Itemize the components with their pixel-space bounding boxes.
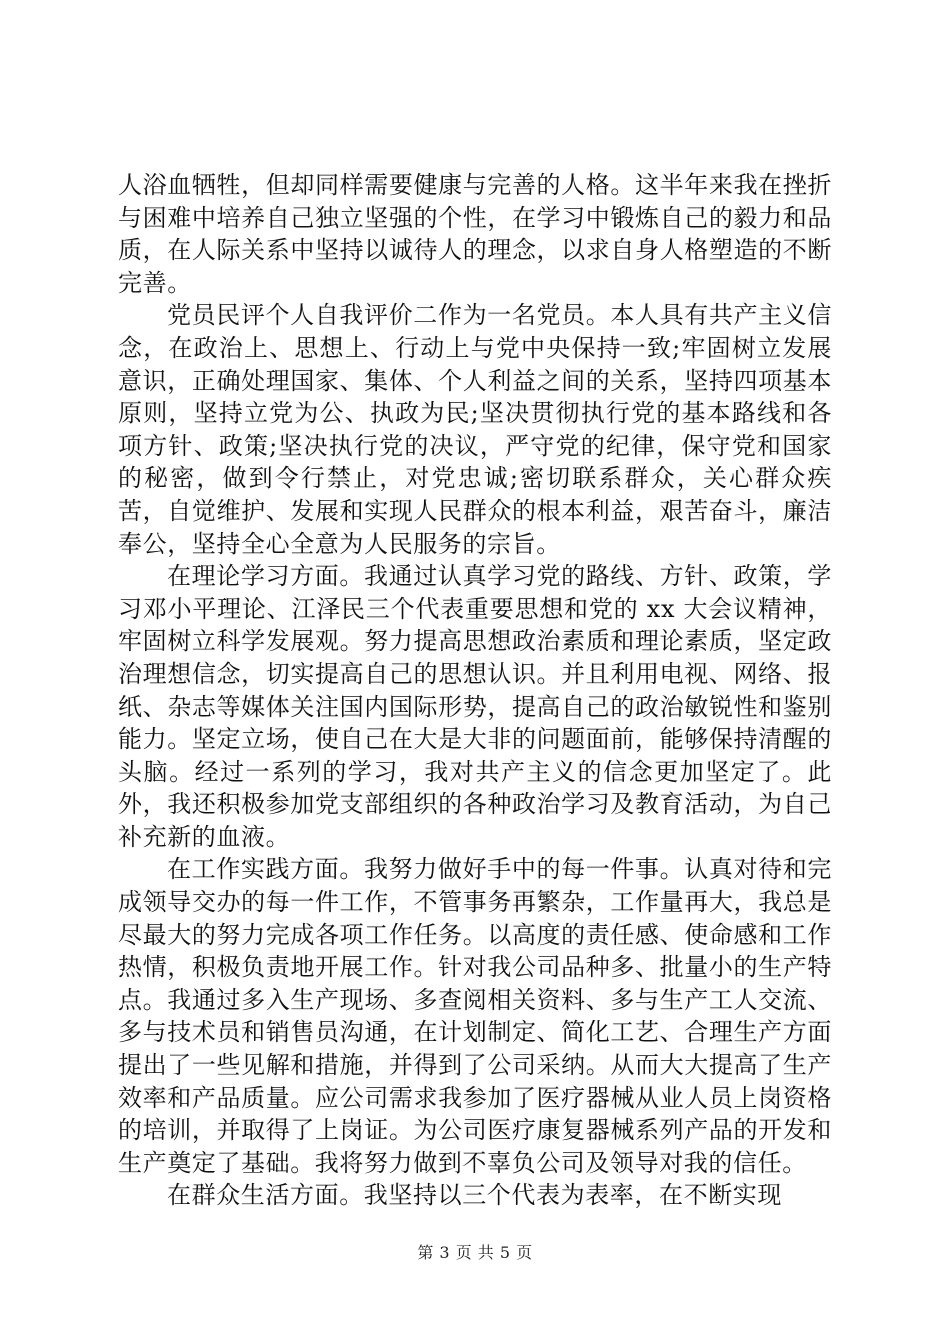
paragraph-4: 在工作实践方面。我努力做好手中的每一件事。认真对待和完成领导交办的每一件工作，不管事务再繁杂，工作量再大，我总是尽最大的努力完成各项工作任务。以高度的责任感、使命感和工作热情，积极负责地开展工作。针对我公司品种多、批量小的生产特点。我通过多入生产现场、多查阅相关资料、多与生产工人交流、多与技术员和销售员沟通，在计划制定、简化工艺、合理生产方面提出了一些见解和措施，并得到了公司采纳。从而大大提高了生产效率和产品质量。应公司需求我参加了医疗器械从业人员上岗资格的培训，并取得了上岗证。为公司医疗康复器械系列产品的开发和生产奠定了基础。我将努力做到不辜负公司及领导对我的信任。 — [118, 855, 832, 1177]
page-number-footer: 第 3 页 共 5 页 — [417, 1243, 533, 1262]
paragraph-1: 人浴血牺牲，但却同样需要健康与完善的人格。这半年来我在挫折与困难中培养自己独立坚强的个性，在学习中锻炼自己的毅力和品质，在人际关系中坚持以诚待人的理念，以求自身人格塑造的不断完善。 — [118, 171, 832, 297]
paragraph-5: 在群众生活方面。我坚持以三个代表为表率，在不断实现 — [167, 1181, 782, 1210]
paragraph-2: 党员民评个人自我评价二作为一名党员。本人具有共产主义信念，在政治上、思想上、行动上与党中央保持一致;牢固树立发展意识，正确处理国家、集体、个人利益之间的关系，坚持四项基本原则，坚持立党为公、执政为民;坚决贯彻执行党的基本路线和各项方针、政策;坚决执行党的决议，严守党的纪律，保守党和国家的秘密，做到令行禁止，对党忠诚;密切联系群众，关心群众疾苦，自觉维护、发展和实现人民群众的根本利益，艰苦奋斗，廉洁奉公，坚持全心全意为人民服务的宗旨。 — [118, 301, 832, 558]
document-body — [118, 169, 832, 1212]
paragraph-3: 在理论学习方面。我通过认真学习党的路线、方针、政策，学习邓小平理论、江泽民三个代表重要思想和党的 xx 大会议精神，牢固树立科学发展观。努力提高思想政治素质和理论素质，坚定政治理想信念，切实提高自己的思想认识。并且利用电视、网络、报纸、杂志等媒体关注国内国际形势，提高自己的政治敏锐性和鉴别能力。坚定立场，使自己在大是大非的问题面前，能够保持清醒的头脑。经过一系列的学习，我对共产主义的信念更加坚定了。此外，我还积极参加党支部组织的各种政治学习及教育活动，为自己补充新的血液。 — [118, 562, 832, 851]
